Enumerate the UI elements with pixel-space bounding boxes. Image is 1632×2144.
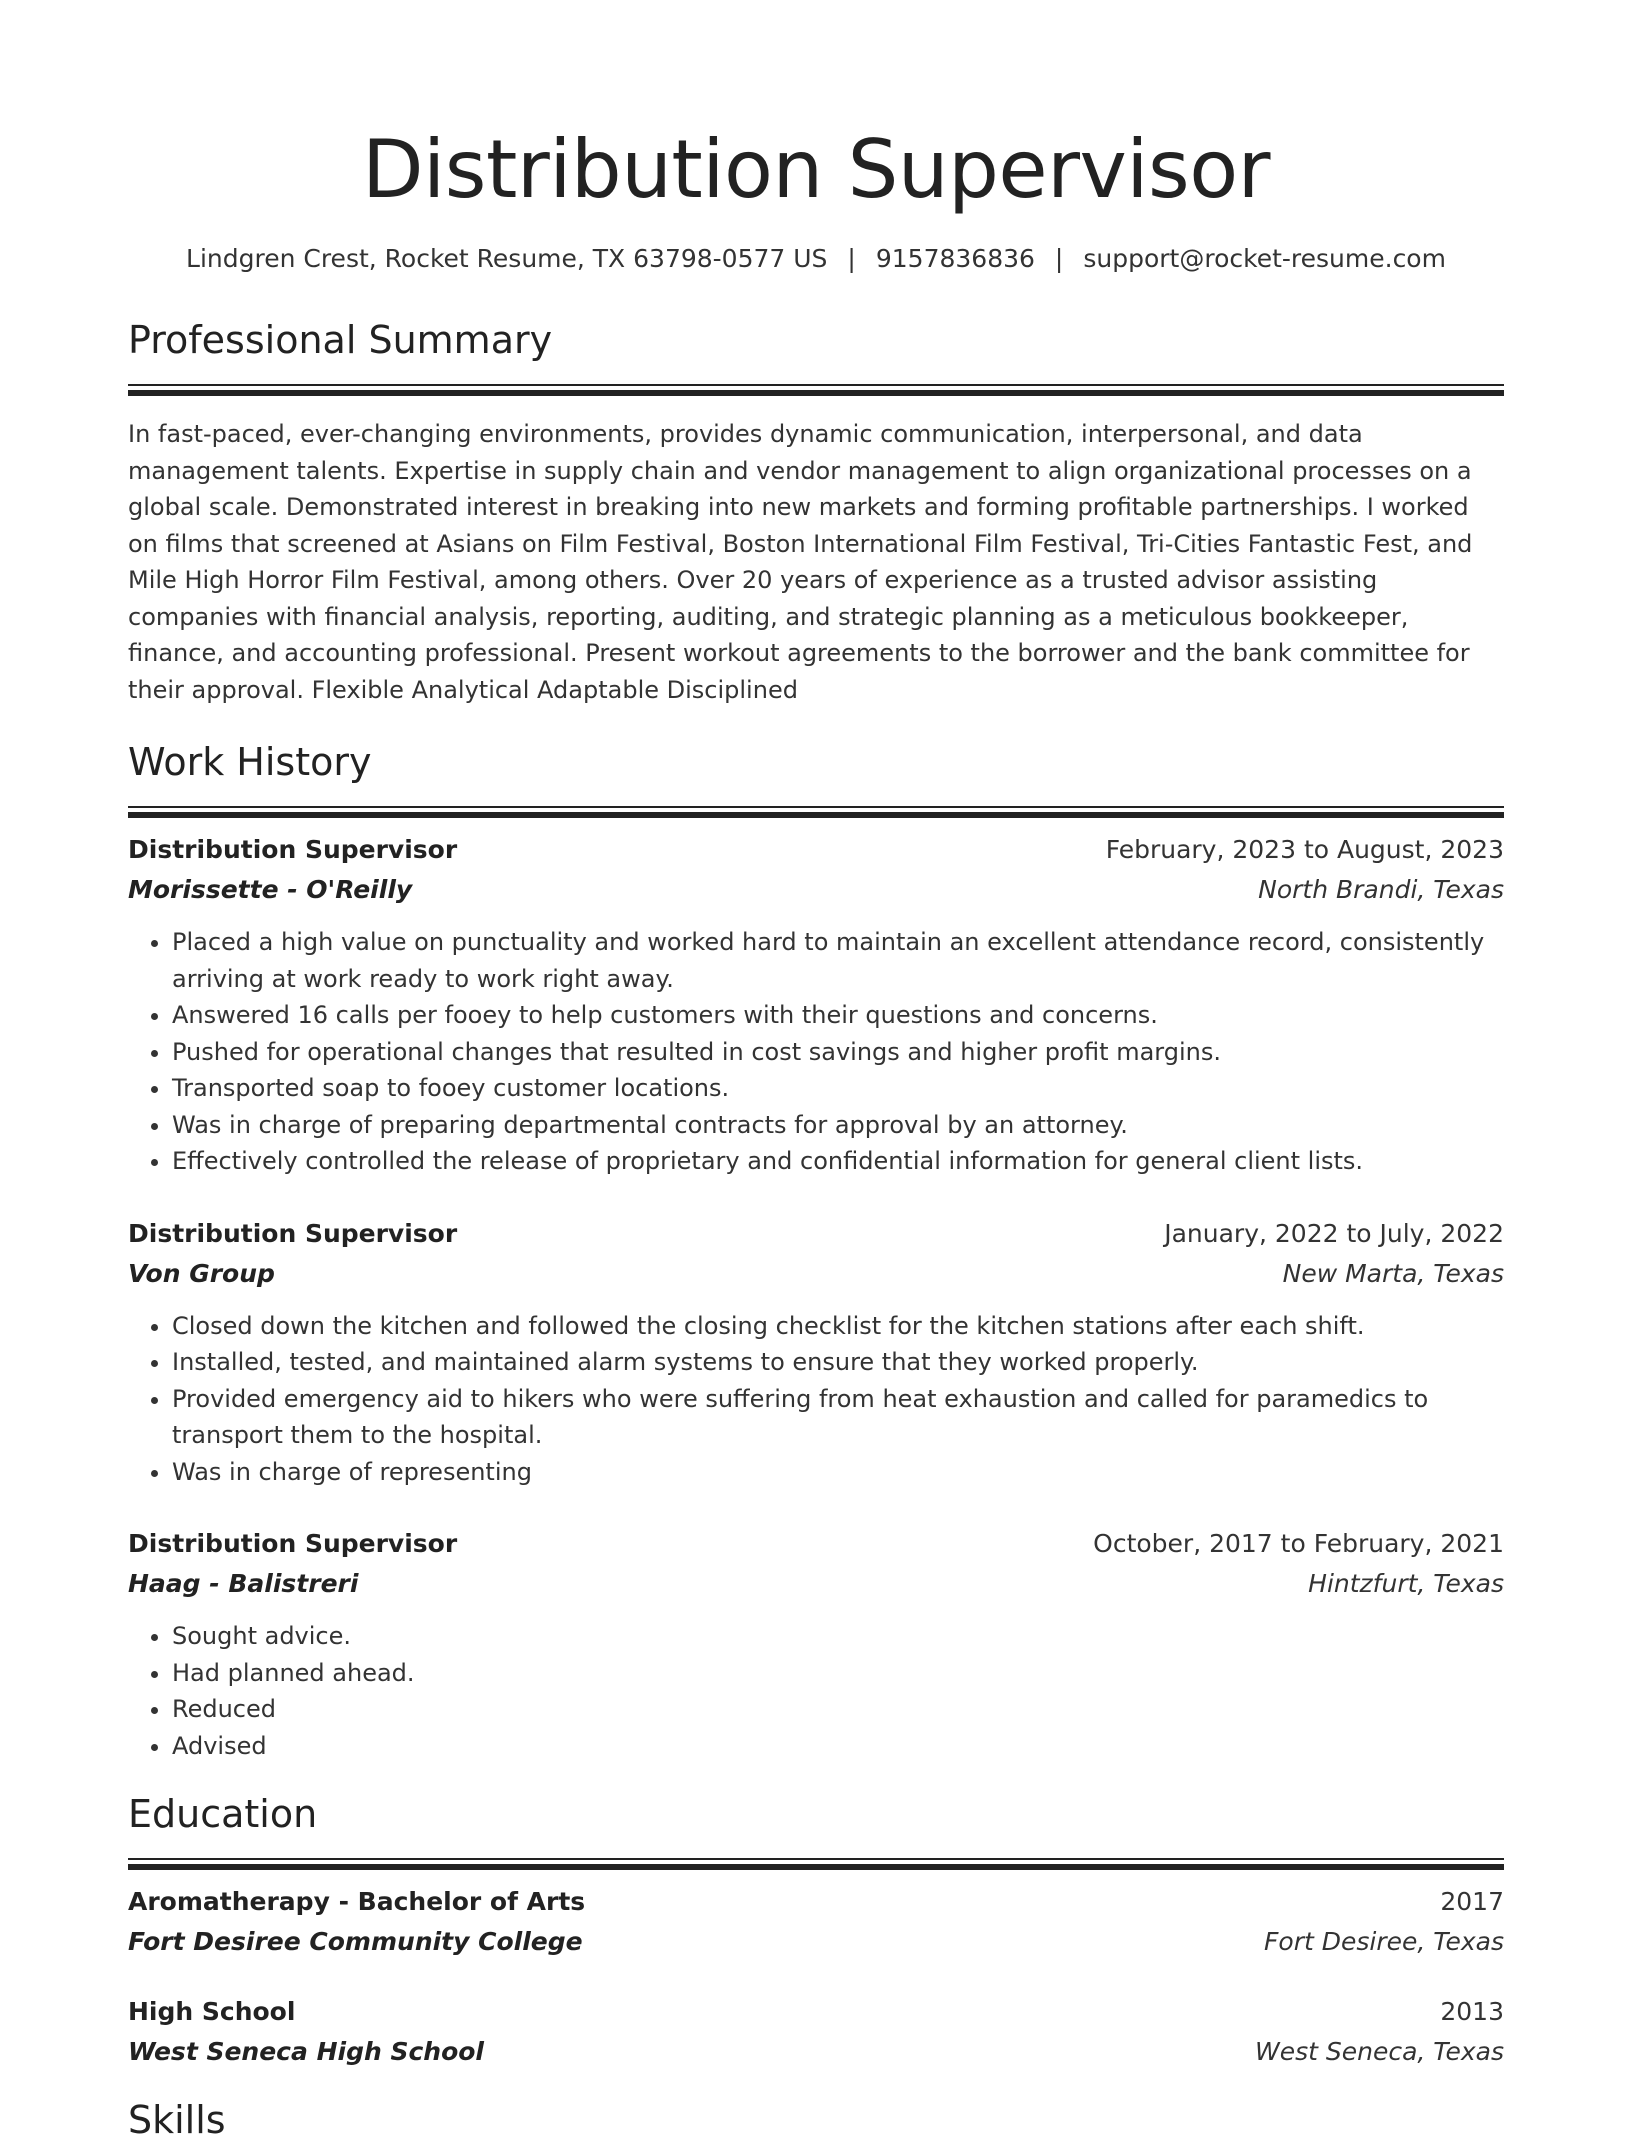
job-title: Distribution Supervisor	[128, 1529, 458, 1558]
job-company: Von Group	[128, 1258, 275, 1288]
education-year: 2017	[1440, 1887, 1504, 1916]
job-header-row	[128, 830, 1504, 870]
contact-phone: 9157836836	[875, 244, 1035, 273]
job-dates: October, 2017 to February, 2021	[1093, 1529, 1504, 1558]
contact-address: Lindgren Crest, Rocket Resume, TX 63798-0577 US	[186, 244, 828, 273]
job-bullet: • Advised	[172, 1728, 1504, 1765]
job-bullet: • Had planned ahead.	[172, 1655, 1504, 1692]
summary-section	[128, 316, 1504, 708]
job-bullets	[128, 1308, 1504, 1491]
job-entry	[128, 830, 1504, 1180]
job-title: Distribution Supervisor	[128, 1218, 458, 1248]
job-bullet: • Closed down the kitchen and followed the closing checklist for the kitchen stations after each shift.	[172, 1308, 1504, 1345]
section-title-skills: Skills	[128, 2098, 226, 2142]
contact-email: support@rocket-resume.com	[1083, 244, 1446, 273]
job-dates: February, 2023 to August, 2023	[1105, 835, 1504, 864]
job-dates: January, 2022 to July, 2022	[1164, 1218, 1504, 1248]
section-divider	[128, 806, 1504, 816]
education-school: West Seneca High School	[128, 2037, 485, 2066]
job-bullet: • Reduced	[172, 1691, 1504, 1728]
education-degree: High School	[128, 1997, 296, 2026]
job-company-row	[128, 870, 1504, 910]
education-entry	[128, 1992, 1504, 2072]
section-title-summary: Professional Summary	[128, 318, 553, 362]
education-section	[128, 1790, 1504, 2072]
resume-page	[128, 0, 1504, 2144]
resume-name: Distribution Supervisor	[361, 123, 1271, 216]
job-bullet: • Answered 16 calls per fooey to help customers with their questions and concerns.	[172, 997, 1504, 1034]
job-bullets	[128, 924, 1504, 1180]
job-bullet: • Installed, tested, and maintained alarm systems to ensure that they worked properly.	[172, 1344, 1504, 1381]
job-company-row	[128, 1564, 1504, 1604]
education-school-row	[128, 1922, 1504, 1962]
job-company: Morissette - O'Reilly	[128, 875, 413, 904]
section-divider	[128, 1858, 1504, 1868]
job-company-row	[128, 1254, 1504, 1294]
contact-separator: |	[1054, 244, 1064, 273]
contact-separator: |	[847, 244, 856, 273]
job-location: North Brandi, Texas	[1258, 875, 1504, 904]
education-location: Fort Desiree, Texas	[1264, 1927, 1504, 1956]
section-title-work-history: Work History	[128, 740, 372, 784]
section-divider	[128, 384, 1504, 394]
job-header-row	[128, 1214, 1504, 1254]
education-header-row	[128, 1882, 1504, 1922]
job-header-row	[128, 1524, 1504, 1564]
summary-text: In fast-paced, ever-changing environments, provides dynamic communication, interpersonal, and data management talents. Expertise in supply chain and vendor management to align organizational processes on a global scale. Demonstrated interest in breaking into new markets and forming profitable partnerships. I worked on films that screened at Asians on Film Festival, Boston International Film Festival, Tri-Cities Fantastic Fest, and Mile High Horror Film Festival, among others. Over 20 years of experience as a trusted advisor assisting companies with financial analysis, reporting, auditing, and strategic planning as a meticulous bookkeeper, finance, and accounting professional. Present workout agreements to the borrower and the bank committee for their approval. Flexible Analytical Adaptable Disciplined	[128, 420, 1473, 704]
contact-line	[128, 242, 1504, 276]
job-entry	[128, 1214, 1504, 1491]
education-entry	[128, 1882, 1504, 1962]
section-title-education: Education	[128, 1792, 318, 1836]
job-bullet: • Was in charge of representing	[172, 1454, 1504, 1491]
job-bullet: • Was in charge of preparing departmental contracts for approval by an attorney.	[172, 1107, 1504, 1144]
job-title: Distribution Supervisor	[128, 835, 458, 864]
education-school-row	[128, 2032, 1504, 2072]
job-location: New Marta, Texas	[1282, 1258, 1504, 1288]
job-bullet: • Pushed for operational changes that resulted in cost savings and higher profit margins.	[172, 1034, 1504, 1071]
education-location: West Seneca, Texas	[1254, 2037, 1504, 2066]
skills-section	[128, 2096, 1504, 2144]
education-header-row	[128, 1992, 1504, 2032]
work-history-section	[128, 738, 1504, 1764]
job-bullet: • Effectively controlled the release of proprietary and confidential information for general client lists.	[172, 1143, 1504, 1180]
education-year: 2013	[1440, 1997, 1504, 2026]
job-bullets	[128, 1618, 1504, 1764]
job-company: Haag - Balistreri	[128, 1569, 359, 1598]
education-school: Fort Desiree Community College	[128, 1927, 583, 1956]
job-bullet: • Sought advice.	[172, 1618, 1504, 1655]
job-bullet: • Placed a high value on punctuality and worked hard to maintain an excellent attendance record, consistently arriving at work ready to work right away.	[172, 924, 1504, 997]
job-entry	[128, 1524, 1504, 1764]
job-bullet: • Provided emergency aid to hikers who were suffering from heat exhaustion and called for paramedics to transport them to the hospital.	[172, 1381, 1504, 1454]
job-bullet: • Transported soap to fooey customer locations.	[172, 1070, 1504, 1107]
education-degree: Aromatherapy - Bachelor of Arts	[128, 1887, 586, 1916]
job-location: Hintzfurt, Texas	[1308, 1569, 1504, 1598]
